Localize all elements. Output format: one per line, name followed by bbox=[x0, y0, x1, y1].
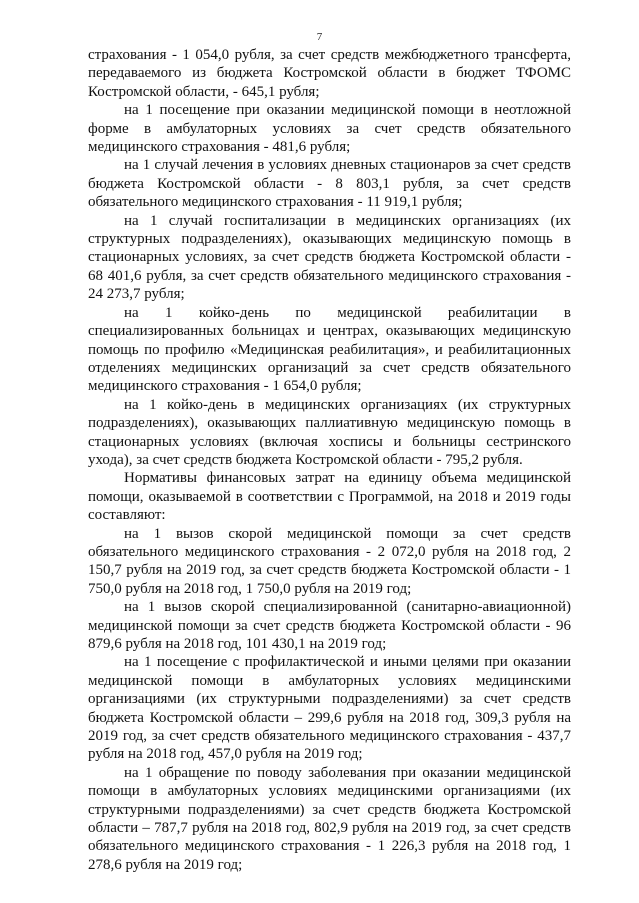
paragraph-5: на 1 койко-день по медицинской реабилитации в специализированных больницах и центрах, оказывающих медицинскую помощь по профилю «Медицинская реабилитация», и реабилитационных отделениях медицинских организаций за счет средств обязательного медицинского страхования - 1 654,0 рубля; bbox=[88, 304, 571, 395]
document-body bbox=[88, 46, 571, 874]
paragraph-10: на 1 посещение с профилактической и иными целями при оказании медицинской помощи в амбулаторных условиях медицинскими организациями (их структурными подразделениями) за счет средств бюджета Костромской области – 299,6 рубля на 2018 год, 309,3 рубля на 2019 год, за счет средств обязательного медицинского страхования - 437,7 рубля на 2018 год, 457,0 рубля на 2019 год; bbox=[88, 654, 571, 763]
paragraph-11: на 1 обращение по поводу заболевания при оказании медицинской помощи в амбулаторных условиях медицинскими организациями (их структурными подразделениями) за счет средств бюджета Костромской области – 787,7 рубля на 2018 год, 802,9 рубля на 2019 год, за счет средств обязательного медицинского страхования - 1 226,3 рубля на 2018 год, 1 278,6 рубля на 2019 год; bbox=[88, 764, 571, 873]
paragraph-4: на 1 случай госпитализации в медицинских организациях (их структурных подразделениях), оказывающих медицинскую помощь в стационарных условиях, за счет средств бюджета Костромской области - 68 401,6 рубля, за счет средств обязательного медицинского страхования - 24 273,7 рубля; bbox=[88, 212, 571, 303]
paragraph-2: на 1 посещение при оказании медицинской помощи в неотложной форме в амбулаторных условиях за счет средств обязательного медицинского страхования - 481,6 рубля; bbox=[88, 102, 571, 156]
paragraph-7: Нормативы финансовых затрат на единицу объема медицинской помощи, оказываемой в соответствии с Программой, на 2018 и 2019 годы составляют: bbox=[88, 470, 571, 524]
paragraph-3: на 1 случай лечения в условиях дневных стационаров за счет средств бюджета Костромской области - 8 803,1 рубля, за счет средств обязательного медицинского страхования - 11 919,1 рубля; bbox=[88, 157, 571, 211]
paragraph-9: на 1 вызов скорой специализированной (санитарно-авиационной) медицинской помощи за счет средств бюджета Костромской области - 96 879,6 рубля на 2018 год, 101 430,1 на 2019 год; bbox=[88, 599, 571, 652]
paragraph-6: на 1 койко-день в медицинских организациях (их структурных подразделениях), оказывающих паллиативную медицинскую помощь в стационарных условиях (включая хосписы и больницы сестринского ухода), за счет средств бюджета Костромской области - 795,2 рубля. bbox=[88, 396, 571, 468]
page-number: 7 bbox=[316, 31, 323, 43]
paragraph-1: страхования - 1 054,0 рубля, за счет средств межбюджетного трансферта, передаваемого из бюджета Костромской области в бюджет ТФОМС Костромской области, - 645,1 рубля; bbox=[88, 47, 571, 100]
paragraph-8: на 1 вызов скорой медицинской помощи за счет средств обязательного медицинского страхования - 2 072,0 рубля на 2018 год, 2 150,7 рубля на 2019 год, за счет средств бюджета Костромской области - 1 750,0 рубля на 2018 год, 1 750,0 рубля на 2019 год; bbox=[88, 525, 571, 597]
